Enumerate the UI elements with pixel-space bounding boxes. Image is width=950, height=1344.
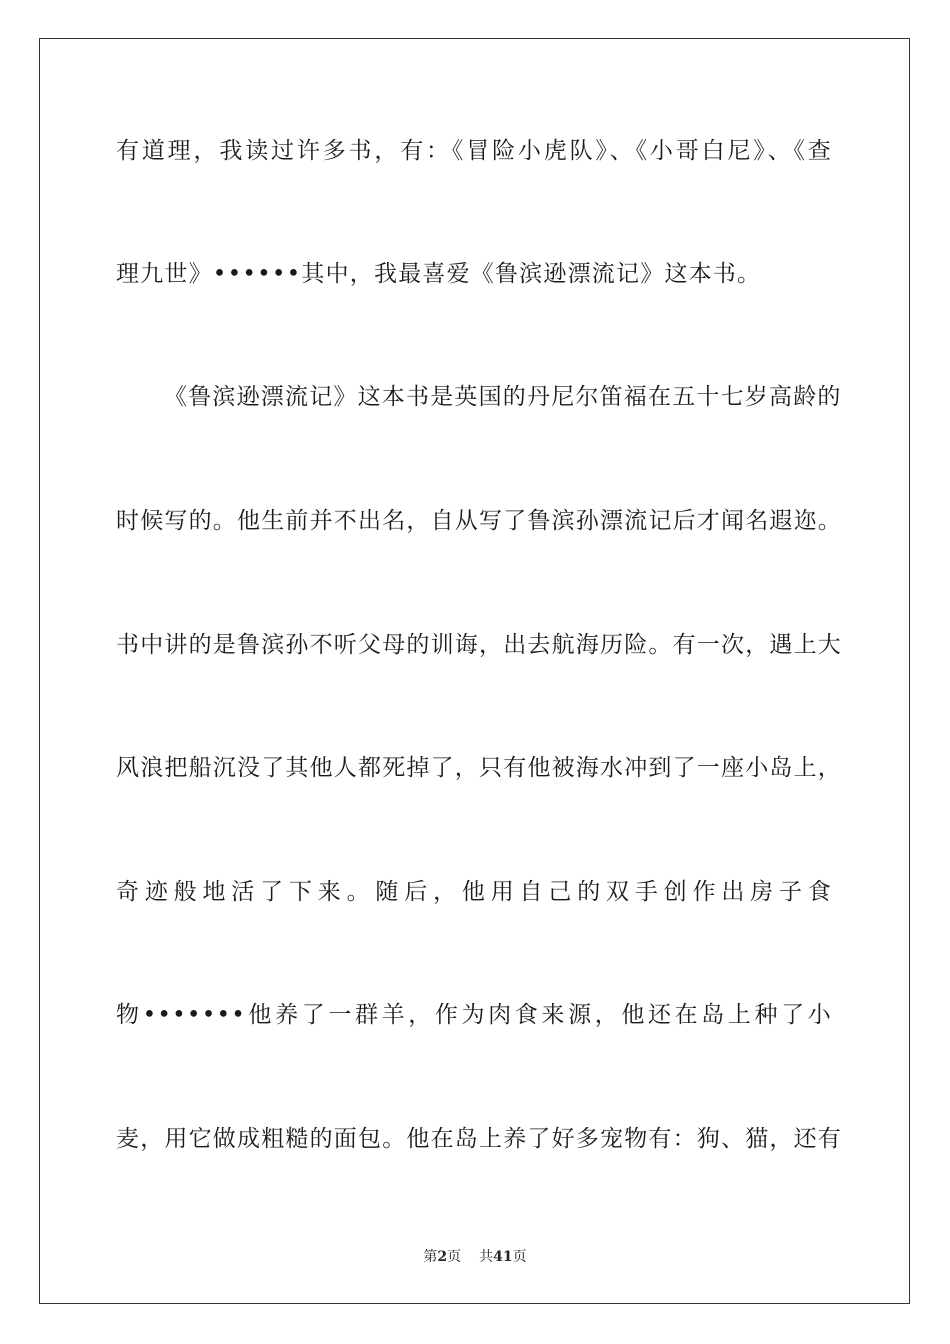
page-border — [39, 38, 910, 1304]
text-line-3: 《鲁滨逊漂流记》这本书是英国的丹尼尔笛福在五十七岁高龄的 — [164, 384, 842, 410]
total-pages: 41 — [493, 1249, 513, 1265]
total-label-prefix: 共 — [479, 1249, 494, 1265]
text-line-2: 理九世》••••••其中，我最喜爱《鲁滨逊漂流记》这本书。 — [116, 261, 762, 287]
text-line-5: 书中讲的是鲁滨孙不听父母的训诲，出去航海历险。有一次，遇上大 — [116, 632, 842, 658]
total-label-suffix: 页 — [512, 1249, 527, 1265]
page-label-suffix: 页 — [447, 1249, 462, 1265]
text-line-7: 奇迹般地活了下来。随后，他用自己的双手创作出房子食 — [116, 879, 832, 905]
page-number: 2 — [437, 1249, 448, 1265]
page-label-prefix: 第 — [423, 1249, 438, 1265]
text-line-8: 物•••••••他养了一群羊，作为肉食来源，他还在岛上种了小 — [116, 1002, 832, 1028]
text-line-9: 麦，用它做成粗糙的面包。他在岛上养了好多宠物有：狗、猫，还有 — [116, 1126, 842, 1152]
page-footer — [0, 1246, 950, 1266]
text-line-1: 有道理，我读过许多书，有：《冒险小虎队》、《小哥白尼》、《查 — [116, 138, 832, 164]
text-line-6: 风浪把船沉没了其他人都死掉了，只有他被海水冲到了一座小岛上， — [116, 755, 842, 781]
text-line-4: 时候写的。他生前并不出名，自从写了鲁滨孙漂流记后才闻名遐迩。 — [116, 508, 842, 534]
